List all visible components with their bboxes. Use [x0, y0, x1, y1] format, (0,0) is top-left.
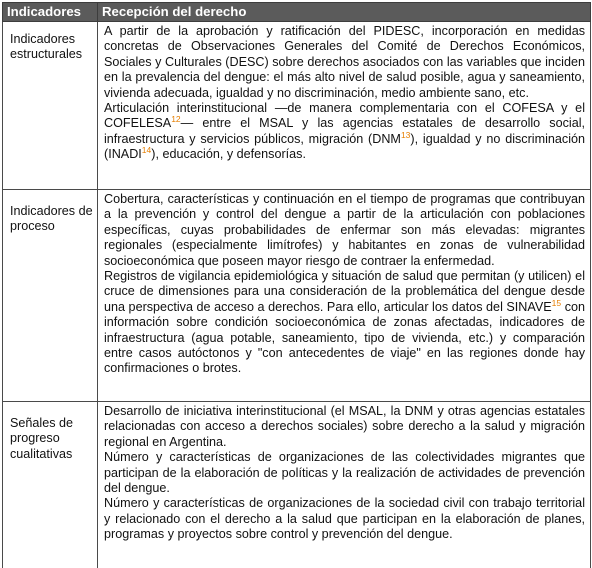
- header-recepcion-del-derecho: Recepción del derecho: [98, 3, 591, 22]
- paragraph: [104, 269, 585, 377]
- paragraph: [104, 496, 585, 542]
- paragraph-text: con información sobre condición socioeconómica de zonas afectadas, indicadores de infraestructura (agua potable, saneamiento, tipo de vivienda, etc.) y comparación entre casos autóctonos y "con antecedentes de viaje" en las regiones donde hay confirmaciones o brotes.: [104, 299, 585, 376]
- table-header-row: [3, 3, 591, 22]
- paragraph: [104, 192, 585, 269]
- paragraph: [104, 24, 585, 101]
- paragraph-text: Registros de vigilancia epidemiológica y situación de salud que permitan (y utilicen) el cruce de dimensiones para una consideración de la problemática del dengue desde una perspectiva de acceso a derechos. Para ello, articular los datos del SINAVE: [104, 269, 585, 314]
- footnote-marker: 14: [141, 145, 152, 156]
- paragraph-text: A partir de la aprobación y ratificación del PIDESC, incorporación en medidas concretas de Observaciones Generales del Comité de Derechos Económicos, Sociales y Culturales (DESC) sobre derechos asociados con las variables que inciden en la prevalencia del dengue: el más alto nivel de salud posible, agua y saneamiento, vivienda adecuada, igualdad y no discriminación, medio ambiente sano, etc.: [104, 24, 585, 100]
- table-row: [3, 190, 591, 402]
- footnote-marker: 13: [400, 129, 411, 140]
- paragraph-text: Número y características de organizaciones de las colectividades migrantes que participan de la elaboración de políticas y la realización de actividades de prevención del dengue.: [104, 450, 585, 496]
- row-label-senales: Señales de progreso cualitativas: [3, 402, 98, 568]
- footnote-marker: 12: [171, 114, 181, 125]
- paragraph: [104, 101, 585, 163]
- row-content-senales: [98, 402, 591, 568]
- row-label-proceso: Indicadores de proceso: [3, 190, 98, 402]
- row-content-proceso: [98, 190, 591, 402]
- indicators-table: [2, 2, 591, 568]
- paragraph-text: Número y características de organizaciones de la sociedad civil con trabajo territorial y relacionado con el derecho a la salud que participan en la elaboración de planes, programas y proyectos sobre control y prevención del dengue.: [104, 496, 585, 542]
- paragraph-text: ), igualdad y no discriminación (INADI: [104, 131, 585, 162]
- row-label-estructurales: Indicadores estructurales: [3, 22, 98, 190]
- paragraph-text: Desarrollo de iniciativa interinstitucional (el MSAL, la DNM y otras agencias estatales relacionadas con acceso a derechos sociales) sobre derecho a la salud y migración regional en Argentina.: [104, 404, 585, 449]
- paragraph-text: Cobertura, características y continuación en el tiempo de programas que contribuyan a la prevención y control del dengue a partir de la articulación con poblaciones específicas, cuyas probabilidades de enfermar son más elevadas: migrantes regionales (especialmente limítrofes) y habitantes en zonas de vulnerabilidad socioeconómica que poseen mayor riesgo de contraer la enfermedad.: [104, 192, 585, 268]
- footnote-marker: 15: [551, 297, 562, 308]
- table-row: [3, 22, 591, 190]
- row-content-estructurales: [98, 22, 591, 190]
- paragraph-text: Articulación interinstitucional —de manera complementaria con el COFESA y el COFELESA: [104, 101, 585, 131]
- table-row: [3, 402, 591, 568]
- header-indicadores: Indicadores: [3, 3, 98, 22]
- paragraph: [104, 404, 585, 450]
- paragraph-text: — entre el MSAL y las agencias estatales de desarrollo social, infraestructura y servicios públicos, migración (DNM: [104, 116, 585, 146]
- paragraph-text: ), educación, y defensorías.: [151, 147, 306, 162]
- paragraph: [104, 450, 585, 496]
